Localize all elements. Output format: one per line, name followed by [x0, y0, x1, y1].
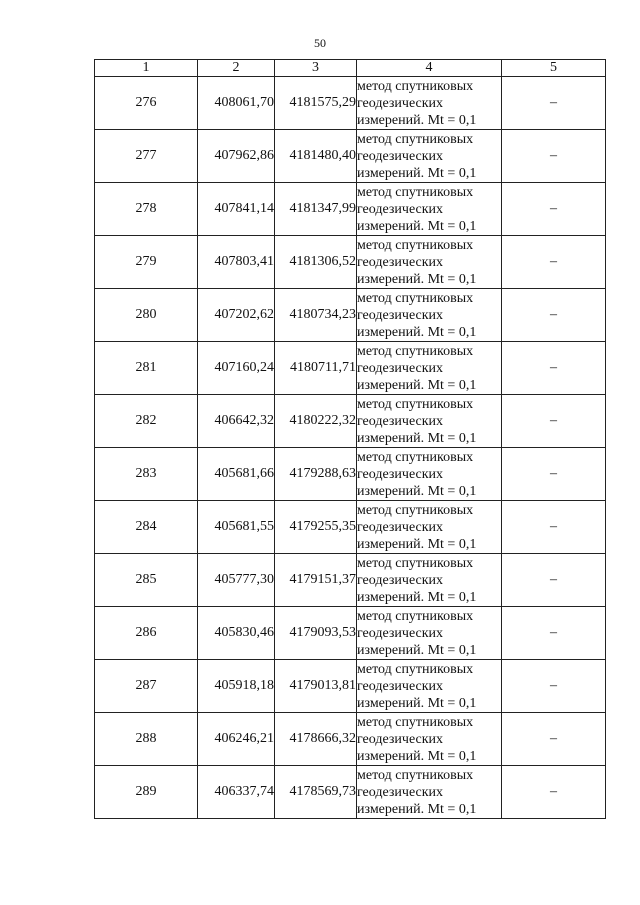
coordinate-x-cell: 405830,46: [198, 607, 275, 660]
method-cell: [357, 183, 502, 236]
column-header: 5: [502, 60, 606, 77]
method-line: геодезических: [357, 572, 444, 588]
method-cell: [357, 713, 502, 766]
method-line: метод спутниковых: [357, 78, 474, 94]
method-cell: [357, 342, 502, 395]
table-row: [95, 289, 606, 342]
coordinate-x-cell: 407962,86: [198, 130, 275, 183]
method-cell: [357, 130, 502, 183]
note-cell: –: [502, 236, 606, 289]
coordinate-y-cell: 4181575,29: [275, 77, 357, 130]
method-line: метод спутниковых: [357, 767, 474, 783]
method-line: измерений. Mt = 0,1: [357, 112, 477, 128]
coordinate-y-cell: 4180734,23: [275, 289, 357, 342]
note-cell: –: [502, 501, 606, 554]
note-cell: –: [502, 130, 606, 183]
coordinate-x-cell: 405777,30: [198, 554, 275, 607]
point-number-cell: 285: [95, 554, 198, 607]
table-body: [95, 77, 606, 819]
point-number-cell: 287: [95, 660, 198, 713]
method-line: метод спутниковых: [357, 290, 474, 306]
method-line: измерений. Mt = 0,1: [357, 748, 477, 764]
note-cell: –: [502, 289, 606, 342]
note-cell: –: [502, 395, 606, 448]
method-line: измерений. Mt = 0,1: [357, 377, 477, 393]
method-line: метод спутниковых: [357, 502, 474, 518]
table-row: [95, 130, 606, 183]
note-cell: –: [502, 660, 606, 713]
coordinate-y-cell: 4179288,63: [275, 448, 357, 501]
method-line: измерений. Mt = 0,1: [357, 695, 477, 711]
method-cell: [357, 607, 502, 660]
coordinate-x-cell: 407160,24: [198, 342, 275, 395]
method-line: измерений. Mt = 0,1: [357, 430, 477, 446]
point-number-cell: 280: [95, 289, 198, 342]
coordinate-x-cell: 405681,66: [198, 448, 275, 501]
column-header: 3: [275, 60, 357, 77]
table-row: [95, 395, 606, 448]
column-header: 1: [95, 60, 198, 77]
method-line: метод спутниковых: [357, 714, 474, 730]
table-row: [95, 342, 606, 395]
coordinate-y-cell: 4180711,71: [275, 342, 357, 395]
note-cell: –: [502, 183, 606, 236]
table-row: [95, 554, 606, 607]
method-line: геодезических: [357, 201, 444, 217]
method-line: измерений. Mt = 0,1: [357, 324, 477, 340]
method-line: измерений. Mt = 0,1: [357, 218, 477, 234]
method-line: геодезических: [357, 519, 444, 535]
table-row: [95, 713, 606, 766]
method-line: геодезических: [357, 254, 444, 270]
note-cell: –: [502, 448, 606, 501]
point-number-cell: 278: [95, 183, 198, 236]
method-line: геодезических: [357, 466, 444, 482]
coordinate-y-cell: 4179151,37: [275, 554, 357, 607]
method-line: метод спутниковых: [357, 131, 474, 147]
method-line: метод спутниковых: [357, 608, 474, 624]
page-number: 50: [314, 36, 326, 50]
coordinate-x-cell: 406337,74: [198, 766, 275, 819]
point-number-cell: 286: [95, 607, 198, 660]
note-cell: –: [502, 342, 606, 395]
method-cell: [357, 766, 502, 819]
coordinate-x-cell: 407202,62: [198, 289, 275, 342]
coordinates-table: [94, 59, 606, 819]
method-line: геодезических: [357, 731, 444, 747]
coordinate-y-cell: 4179255,35: [275, 501, 357, 554]
point-number-cell: 281: [95, 342, 198, 395]
table-row: [95, 236, 606, 289]
coordinate-y-cell: 4181480,40: [275, 130, 357, 183]
table-row: [95, 501, 606, 554]
coordinate-y-cell: 4178666,32: [275, 713, 357, 766]
header-row: [95, 60, 606, 77]
method-line: измерений. Mt = 0,1: [357, 642, 477, 658]
method-line: метод спутниковых: [357, 343, 474, 359]
method-line: геодезических: [357, 678, 444, 694]
note-cell: –: [502, 607, 606, 660]
method-line: геодезических: [357, 625, 444, 641]
coordinate-x-cell: 406246,21: [198, 713, 275, 766]
method-line: метод спутниковых: [357, 184, 474, 200]
method-cell: [357, 501, 502, 554]
method-line: измерений. Mt = 0,1: [357, 271, 477, 287]
note-cell: –: [502, 713, 606, 766]
coordinate-x-cell: 406642,32: [198, 395, 275, 448]
method-line: измерений. Mt = 0,1: [357, 801, 477, 817]
method-cell: [357, 554, 502, 607]
method-line: измерений. Mt = 0,1: [357, 165, 477, 181]
method-cell: [357, 660, 502, 713]
coordinate-y-cell: 4181306,52: [275, 236, 357, 289]
method-cell: [357, 289, 502, 342]
method-line: геодезических: [357, 95, 444, 111]
point-number-cell: 283: [95, 448, 198, 501]
coordinate-y-cell: 4181347,99: [275, 183, 357, 236]
method-cell: [357, 77, 502, 130]
method-line: метод спутниковых: [357, 661, 474, 677]
method-line: измерений. Mt = 0,1: [357, 589, 477, 605]
note-cell: –: [502, 77, 606, 130]
point-number-cell: 284: [95, 501, 198, 554]
column-header: 2: [198, 60, 275, 77]
coordinate-y-cell: 4179013,81: [275, 660, 357, 713]
point-number-cell: 282: [95, 395, 198, 448]
table-row: [95, 660, 606, 713]
table-row: [95, 183, 606, 236]
method-line: метод спутниковых: [357, 237, 474, 253]
point-number-cell: 276: [95, 77, 198, 130]
column-header: 4: [357, 60, 502, 77]
coordinate-x-cell: 405918,18: [198, 660, 275, 713]
method-line: геодезических: [357, 148, 444, 164]
method-line: геодезических: [357, 360, 444, 376]
coordinate-x-cell: 408061,70: [198, 77, 275, 130]
coordinate-x-cell: 405681,55: [198, 501, 275, 554]
point-number-cell: 279: [95, 236, 198, 289]
method-line: геодезических: [357, 784, 444, 800]
method-cell: [357, 448, 502, 501]
note-cell: –: [502, 554, 606, 607]
table-row: [95, 766, 606, 819]
method-line: метод спутниковых: [357, 396, 474, 412]
table-row: [95, 448, 606, 501]
method-line: метод спутниковых: [357, 555, 474, 571]
coordinate-y-cell: 4179093,53: [275, 607, 357, 660]
method-line: измерений. Mt = 0,1: [357, 483, 477, 499]
note-cell: –: [502, 766, 606, 819]
point-number-cell: 289: [95, 766, 198, 819]
method-line: метод спутниковых: [357, 449, 474, 465]
point-number-cell: 288: [95, 713, 198, 766]
coordinate-y-cell: 4180222,32: [275, 395, 357, 448]
table-row: [95, 77, 606, 130]
method-line: геодезических: [357, 413, 444, 429]
coordinate-y-cell: 4178569,73: [275, 766, 357, 819]
method-line: геодезических: [357, 307, 444, 323]
table-row: [95, 607, 606, 660]
method-cell: [357, 395, 502, 448]
point-number-cell: 277: [95, 130, 198, 183]
method-cell: [357, 236, 502, 289]
method-line: измерений. Mt = 0,1: [357, 536, 477, 552]
coordinate-x-cell: 407803,41: [198, 236, 275, 289]
coordinate-x-cell: 407841,14: [198, 183, 275, 236]
